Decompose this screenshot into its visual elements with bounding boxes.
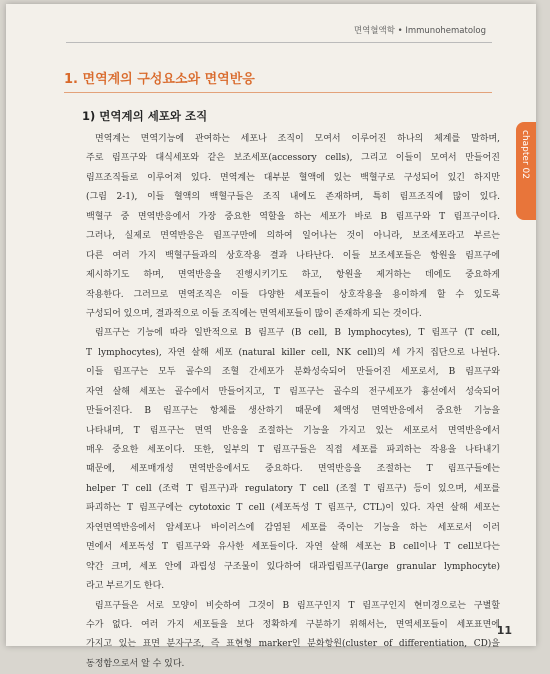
text-line: 다른 여러 가지 백혈구들과의 상호작용 결과 나타난다. 이들 보조세포들은 항원을 림프구에 <box>86 247 500 266</box>
text-line: 백혈구 중 면역반응에서 가장 중요한 역할을 하는 세포가 바로 B 림프구와 T 림프구이다. <box>86 208 500 227</box>
text-line: 작용한다. 그러므로 면역조직은 이들 다양한 세포들이 상호작용을 용이하게 할 수 있도록 <box>86 286 500 305</box>
text-line: 림프조직들로 이루어져 있다. 면역계는 대부분 혈액에 있는 백혈구로 구성되어 있긴 하지만 <box>86 169 500 188</box>
text-line: 구성되어 있으며, 결과적으로 이들 조직에는 면역세포들이 많이 존재하게 되는 것이다. <box>86 305 500 324</box>
text-line: 동정함으로서 알 수 있다. <box>86 655 500 674</box>
chapter-tab <box>516 122 536 220</box>
text-line: 제시하기도 하며, 면역반응을 진행시키기도 하고, 항원을 제거하는 데에도 중요하게 <box>86 266 500 285</box>
text-line: 림프구는 기능에 따라 일반적으로 B 림프구 (B cell, B lymphocytes), T 림프구 (T cell, <box>86 324 500 343</box>
text-line: 매우 중요한 세포이다. 또한, 일부의 T 림프구들은 직접 세포를 파괴하는 작용을 나타내기 <box>86 441 500 460</box>
text-line: 때문에, 세포매개성 면역반응에서도 중요하다. 면역반응을 조절하는 T 림프구들에는 <box>86 460 500 479</box>
text-line: 주로 림프구와 대식세포와 같은 보조세포(accessory cells), 그리고 이들이 모여서 만들어진 <box>86 149 500 168</box>
subsection-title: 1) 면역계의 세포와 조직 <box>82 108 207 124</box>
paragraph-1 <box>86 130 500 324</box>
text-line: 면에서 세포독성 T 림프구와 유사한 세포들이다. 자연 살해 세포는 B cell이나 T cell보다는 <box>86 538 500 557</box>
chapter-tab-label: chapter 02 <box>520 130 530 179</box>
text-line: helper T cell (조력 T 림프구)과 regulatory T cell (조절 T 림프구) 등이 있으며, 세포를 <box>86 480 500 499</box>
text-line: 면역계는 면역기능에 관여하는 세포나 조직이 모여서 이루어진 하나의 체계를 말하며, <box>86 130 500 149</box>
running-header: 면역혈액학 • Immunohematolog <box>354 24 486 36</box>
text-line: 수가 없다. 여러 가지 세포들을 보다 정확하게 구분하기 위해서는, 면역세포들이 세포표면에 <box>86 616 500 635</box>
text-line: 만들어진다. B 림프구는 항체를 생산하기 때문에 체액성 면역반응에서 중요한 기능을 <box>86 402 500 421</box>
text-line: 그러나, 실제로 면역반응은 림프구만에 의하여 일어나는 것이 아니라, 보조세포라고 부르는 <box>86 227 500 246</box>
text-line: 나타내며, T 림프구는 면역 반응을 조절하는 기능을 가지고 있는 세포로서 면역반응에서 <box>86 422 500 441</box>
text-line: 이들 림프구는 모두 골수의 조혈 간세포가 분화성숙되어 만들어진 세포로서, B 림프구와 <box>86 363 500 382</box>
text-line: 림프구들은 서로 모양이 비슷하여 그것이 B 림프구인지 T 림프구인지 현미경으로는 구별할 <box>86 597 500 616</box>
body-text <box>86 130 500 674</box>
text-line: T lymphocytes), 자연 살해 세포 (natural killer cell, NK cell)의 세 가지 집단으로 나뉜다. <box>86 344 500 363</box>
header-divider <box>66 42 492 43</box>
book-page <box>6 4 536 646</box>
text-line: 자연 살해 세포는 골수에서 만들어지고, T 림프구는 골수의 전구세포가 흉선에서 성숙되어 <box>86 383 500 402</box>
text-line: 약간 크며, 세포 안에 과립성 구조물이 있다하여 대과립림프구(large granular lymphocyte) <box>86 558 500 577</box>
text-line: 자연면역반응에서 암세포나 바이러스에 감염된 세포를 죽이는 기능을 하는 세포로서 이러 <box>86 519 500 538</box>
text-line: 라고 부르기도 한다. <box>86 577 500 596</box>
section-title: 1. 면역계의 구성요소와 면역반응 <box>64 68 255 87</box>
section-divider <box>64 92 492 93</box>
paragraph-2 <box>86 324 500 596</box>
page-number: 11 <box>497 624 512 637</box>
paragraph-3 <box>86 597 500 674</box>
text-line: 가지고 있는 표면 분자구조, 즉 표현형 marker인 분화항원(cluster of differentiation, CD)을 <box>86 635 500 654</box>
text-line: 파괴하는 T 림프구에는 cytotoxic T cell (세포독성 T 림프구, CTL)이 있다. 자연 살해 세포는 <box>86 499 500 518</box>
text-line: (그림 2-1), 이들 혈액의 백혈구들은 조직 내에도 존재하며, 특히 림프조직에 많이 있다. <box>86 188 500 207</box>
